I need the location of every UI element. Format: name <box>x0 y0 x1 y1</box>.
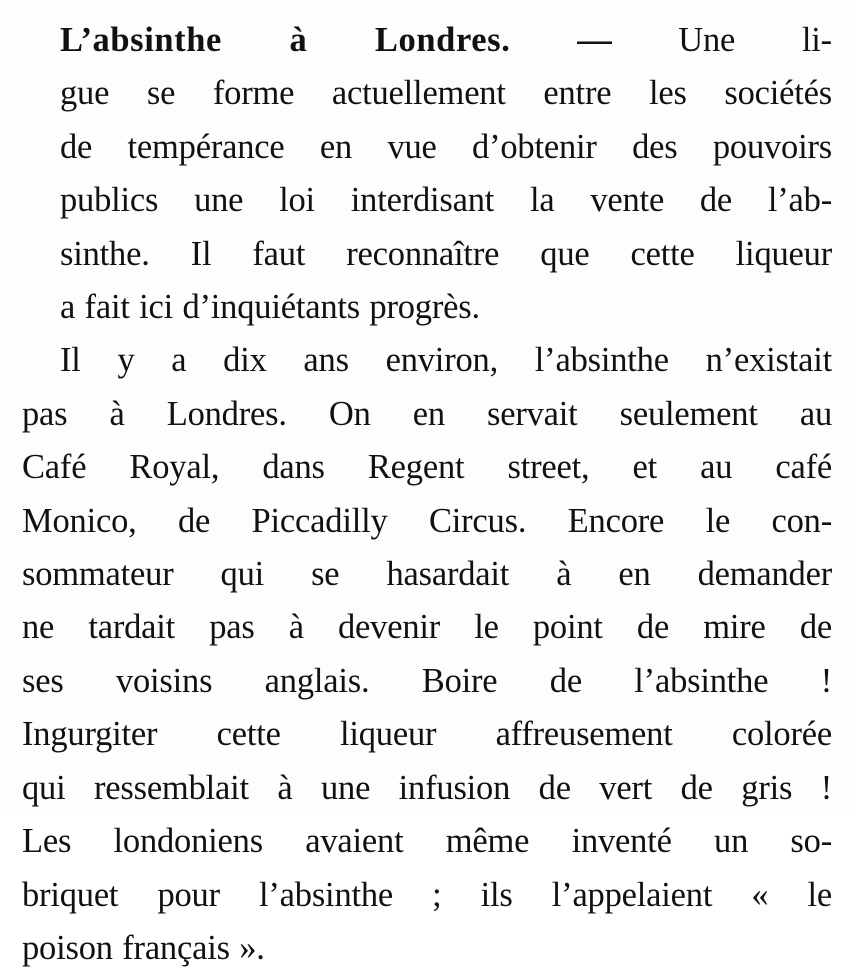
text-line: gue se forme actuellement entre les sociétés <box>60 74 832 113</box>
text-line <box>22 14 832 67</box>
text-line: briquet pour l’absinthe ; ils l’appelaient « le <box>22 875 832 914</box>
article-body <box>22 14 832 975</box>
text-line: de tempérance en vue d’obtenir des pouvoirs <box>60 127 832 166</box>
text-line: ne tardait pas à devenir le point de mire de <box>22 608 832 647</box>
text-line: sommateur qui se hasardait à en demander <box>22 555 832 594</box>
text-line: Il y a dix ans environ, l’absinthe n’existait <box>60 341 832 380</box>
article-headline: L’absinthe à Londres. <box>60 21 511 59</box>
text-line: publics une loi interdisant la vente de l’ab- <box>60 181 832 220</box>
text-line: a fait ici d’inquiétants progrès. <box>60 288 480 327</box>
text-line: Ingurgiter cette liqueur affreusement colorée <box>22 715 832 754</box>
text-line: poison français ». <box>22 928 265 967</box>
paragraph-2 <box>22 334 832 975</box>
text-line: Monico, de Piccadilly Circus. Encore le con- <box>22 501 832 540</box>
paragraph-1 <box>22 14 832 334</box>
text-line: ses voisins anglais. Boire de l’absinthe ! <box>22 661 832 700</box>
text-line: pas à Londres. On en servait seulement au <box>22 394 832 433</box>
line-text: Une li- <box>678 21 832 59</box>
text-line: Les londoniens avaient même inventé un so- <box>22 822 832 861</box>
text-line: Café Royal, dans Regent street, et au café <box>22 448 832 487</box>
headline-dash: — <box>577 21 612 59</box>
text-line: sinthe. Il faut reconnaître que cette liqueur <box>60 234 832 273</box>
text-line: qui ressemblait à une infusion de vert de gris ! <box>22 768 832 807</box>
